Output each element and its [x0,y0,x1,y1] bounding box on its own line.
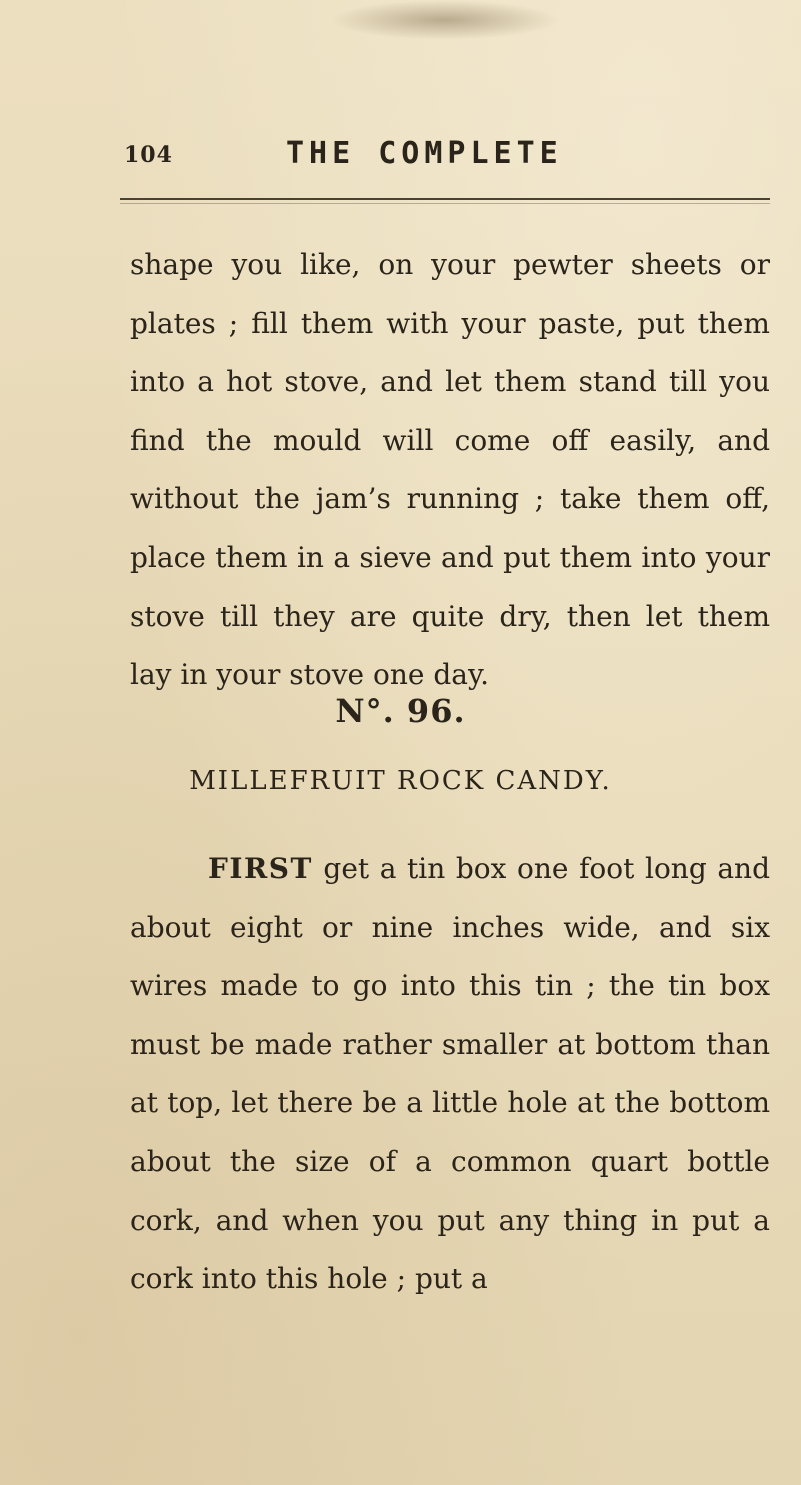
page-number: 104 [124,142,173,168]
recipe-number: N°. 96. [335,692,466,730]
header-rule [120,198,770,200]
header-rule-shadow [120,203,770,204]
page-header [124,136,764,180]
running-head: THE COMPLETE [286,136,563,171]
paper-stain [330,0,560,40]
recipe-paragraph [130,840,770,1309]
recipe-title: MILLEFRUIT ROCK CANDY. [189,766,612,796]
recipe-lead-word: FIRST [208,852,313,885]
continued-paragraph: shape you like, on your pewter sheets or plates ; fill them with your paste, put them into a hot stove, and let them stand till you find the mould will come off easily, and without the jam’s running ; take them off, place them in a sieve and put them into your stove till they are quite dry, then let them lay in your stove one day. [130,248,770,692]
recipe-body: get a tin box one foot long and about eight or nine inches wide, and six wires made to go into this tin ; the tin box must be made rather smaller at bottom than at top, let there be a little hole at the bottom about the size of a common quart bottle cork, and when you put any thing in put a cork into this hole ; put a [130,852,770,1296]
